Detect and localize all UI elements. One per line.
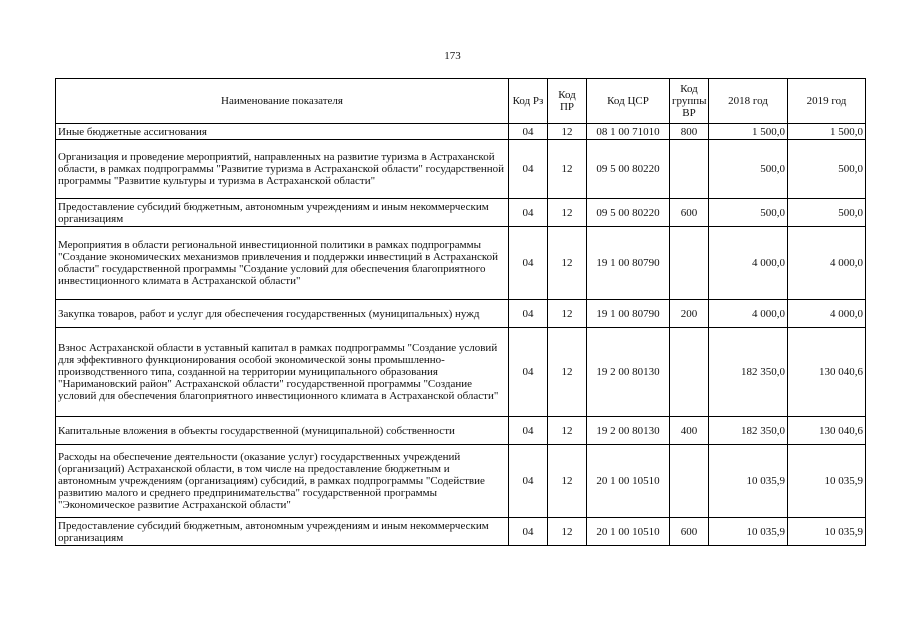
cell-csr: 20 1 00 10510 — [587, 518, 670, 546]
cell-vr: 400 — [670, 417, 709, 445]
cell-vr: 600 — [670, 199, 709, 227]
page-number: 173 — [444, 50, 461, 62]
header-name: Наименование показателя — [56, 79, 509, 124]
cell-2018: 4 000,0 — [709, 227, 788, 300]
cell-name: Мероприятия в области региональной инвестиционной политики в рамках подпрограммы "Создание экономических механизмов привлечения и поддержки инвестиций в Астраханской области" государственной программы "Создание условий для обеспечения благоприятного инвестиционного климата в Астраханской области" — [56, 227, 509, 300]
table-row — [56, 417, 866, 445]
cell-pr: 12 — [548, 518, 587, 546]
cell-pr: 12 — [548, 124, 587, 140]
cell-2019: 500,0 — [788, 140, 866, 199]
cell-name: Предоставление субсидий бюджетным, автономным учреждениям и иным некоммерческим организациям — [56, 199, 509, 227]
cell-vr — [670, 328, 709, 417]
cell-2018: 1 500,0 — [709, 124, 788, 140]
cell-2019: 130 040,6 — [788, 328, 866, 417]
table-row — [56, 328, 866, 417]
cell-2019: 1 500,0 — [788, 124, 866, 140]
cell-rz: 04 — [509, 199, 548, 227]
table-row — [56, 140, 866, 199]
cell-pr: 12 — [548, 417, 587, 445]
cell-2018: 10 035,9 — [709, 445, 788, 518]
cell-rz: 04 — [509, 445, 548, 518]
table-row — [56, 227, 866, 300]
cell-2019: 10 035,9 — [788, 445, 866, 518]
header-2018: 2018 год — [709, 79, 788, 124]
table-row — [56, 300, 866, 328]
header-rz: Код Рз — [509, 79, 548, 124]
cell-2019: 10 035,9 — [788, 518, 866, 546]
cell-2018: 500,0 — [709, 199, 788, 227]
cell-2018: 182 350,0 — [709, 417, 788, 445]
header-vr: Код группы ВР — [670, 79, 709, 124]
cell-vr: 600 — [670, 518, 709, 546]
table-row — [56, 518, 866, 546]
cell-csr: 19 1 00 80790 — [587, 227, 670, 300]
cell-name: Капитальные вложения в объекты государственной (муниципальной) собственности — [56, 417, 509, 445]
cell-name: Взнос Астраханской области в уставный капитал в рамках подпрограммы "Создание условий для эффективного функционирования особой экономической зоны промышленно-производственного типа, созданной на территории муниципального образования "Наримановский район" Астраханской области" государственной программы "Создание условий для обеспечения благоприятного инвестиционного климата в Астраханской области" — [56, 328, 509, 417]
cell-2019: 4 000,0 — [788, 300, 866, 328]
cell-rz: 04 — [509, 227, 548, 300]
cell-name: Расходы на обеспечение деятельности (оказание услуг) государственных учреждений (организаций) Астраханской области, в том числе на предоставление бюджетным и автономным учреждениям (организациям) субсидий, в рамках подпрограммы "Содействие развитию малого и среднего предпринимательства" государственной программы "Экономическое развитие Астраханской области" — [56, 445, 509, 518]
cell-name: Иные бюджетные ассигнования — [56, 124, 509, 140]
cell-csr: 19 1 00 80790 — [587, 300, 670, 328]
table-row — [56, 199, 866, 227]
cell-csr: 20 1 00 10510 — [587, 445, 670, 518]
cell-name: Закупка товаров, работ и услуг для обеспечения государственных (муниципальных) нужд — [56, 300, 509, 328]
cell-rz: 04 — [509, 328, 548, 417]
cell-pr: 12 — [548, 199, 587, 227]
cell-name: Организация и проведение мероприятий, направленных на развитие туризма в Астраханской области, в рамках подпрограммы "Развитие туризма в Астраханской области" государственной программы "Развитие культуры и туризма в Астраханской области" — [56, 140, 509, 199]
cell-2019: 130 040,6 — [788, 417, 866, 445]
cell-pr: 12 — [548, 300, 587, 328]
cell-csr: 09 5 00 80220 — [587, 199, 670, 227]
cell-2018: 500,0 — [709, 140, 788, 199]
table-row — [56, 445, 866, 518]
cell-vr: 200 — [670, 300, 709, 328]
cell-2018: 4 000,0 — [709, 300, 788, 328]
cell-csr: 19 2 00 80130 — [587, 417, 670, 445]
cell-pr: 12 — [548, 227, 587, 300]
table-header-row — [56, 79, 866, 124]
table-row — [56, 124, 866, 140]
cell-rz: 04 — [509, 140, 548, 199]
cell-vr: 800 — [670, 124, 709, 140]
header-pr: Код ПР — [548, 79, 587, 124]
cell-pr: 12 — [548, 140, 587, 199]
cell-2019: 4 000,0 — [788, 227, 866, 300]
cell-csr: 08 1 00 71010 — [587, 124, 670, 140]
cell-2018: 182 350,0 — [709, 328, 788, 417]
cell-vr — [670, 227, 709, 300]
header-2019: 2019 год — [788, 79, 866, 124]
cell-pr: 12 — [548, 445, 587, 518]
cell-pr: 12 — [548, 328, 587, 417]
cell-rz: 04 — [509, 300, 548, 328]
header-csr: Код ЦСР — [587, 79, 670, 124]
budget-table — [55, 78, 866, 546]
cell-name: Предоставление субсидий бюджетным, автономным учреждениям и иным некоммерческим организациям — [56, 518, 509, 546]
cell-rz: 04 — [509, 518, 548, 546]
cell-2018: 10 035,9 — [709, 518, 788, 546]
cell-rz: 04 — [509, 124, 548, 140]
cell-vr — [670, 140, 709, 199]
cell-csr: 19 2 00 80130 — [587, 328, 670, 417]
cell-vr — [670, 445, 709, 518]
cell-csr: 09 5 00 80220 — [587, 140, 670, 199]
cell-2019: 500,0 — [788, 199, 866, 227]
cell-rz: 04 — [509, 417, 548, 445]
